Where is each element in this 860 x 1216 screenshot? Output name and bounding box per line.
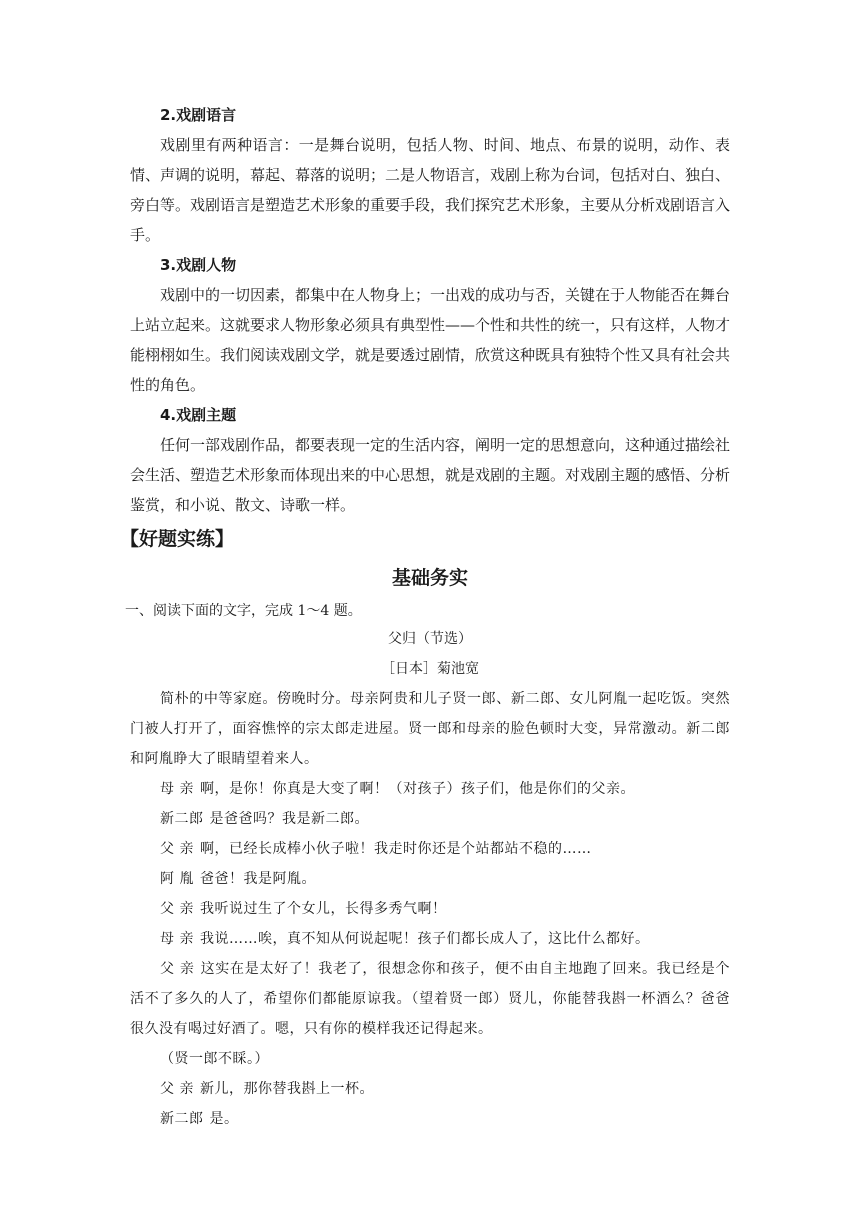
passage-intro: 简朴的中等家庭。傍晚时分。母亲阿贵和儿子贤一郎、新二郎、女儿阿胤一起吃饭。突然门被人打开了，面容憔悴的宗太郎走进屋。贤一郎和母亲的脸色顿时大变，异常激动。新二郎和阿胤睁大了眼睛望着来人。 xyxy=(130,691,730,767)
line-text: 是。 xyxy=(209,1111,239,1127)
dialogue-line xyxy=(130,894,730,924)
section-heading-drama-characters: 3.戏剧人物 xyxy=(160,256,237,274)
line-text: 是爸爸吗？我是新二郎。 xyxy=(209,811,369,827)
line-text: 啊，是你！你真是大变了啊！（对孩子）孩子们，他是你们的父亲。 xyxy=(199,781,635,797)
speaker-name: 父 亲 xyxy=(160,901,194,917)
line-text: 我说……唉，真不知从何说起呢！孩子们都长成人了，这比什么都好。 xyxy=(199,931,650,947)
practice-title: 【好题实练】 xyxy=(120,528,235,550)
line-text: 这实在是太好了！我老了，很想念你和孩子，便不由自主地跑了回来。我已经是个活不了多久的人了，希望你们都能原谅我。（望着贤一郎）贤儿，你能替我斟一杯酒么？爸爸很久没有喝过好酒了。嗯，只有你的模样我还记得起来。 xyxy=(130,961,731,1037)
line-text: 爸爸！我是阿胤。 xyxy=(199,871,316,887)
speaker-name: 父 亲 xyxy=(160,961,195,977)
dialogue-line xyxy=(130,774,730,804)
section-body-drama-characters: 戏剧中的一切因素，都集中在人物身上；一出戏的成功与否，关键在于人物能否在舞台上站立起来。这就要求人物形象必须具有典型性——个性和共性的统一，只有这样，人物才能栩栩如生。我们阅读戏剧文学，就是要透过剧情，欣赏这种既具有独特个性又具有社会共性的角色。 xyxy=(130,286,731,394)
speaker-name: 父 亲 xyxy=(160,841,194,857)
question-intro: 一、阅读下面的文字，完成 1～4 题。 xyxy=(125,603,362,619)
speaker-name: 新二郎 xyxy=(160,1111,204,1127)
section-heading-drama-theme: 4.戏剧主题 xyxy=(160,406,237,424)
dialogue-line xyxy=(130,834,730,864)
speaker-name: 阿 胤 xyxy=(160,871,194,887)
page-content xyxy=(120,100,731,1134)
speaker-name: 母 亲 xyxy=(160,931,194,947)
dialogue-line xyxy=(130,1074,730,1104)
speaker-name: 父 亲 xyxy=(160,1081,194,1097)
line-text: 我听说过生了个女儿，长得多秀气啊！ xyxy=(199,901,447,917)
section-body-drama-language: 戏剧里有两种语言：一是舞台说明，包括人物、时间、地点、布景的说明，动作、表情、声调的说明，幕起、幕落的说明；二是人物语言，戏剧上称为台词，包括对白、独白、旁白等。戏剧语言是塑造艺术形象的重要手段，我们探究艺术形象，主要从分析戏剧语言入手。 xyxy=(130,136,731,244)
dialogue-line xyxy=(130,924,730,954)
section-body-drama-theme: 任何一部戏剧作品，都要表现一定的生活内容，阐明一定的思想意向，这种通过描绘社会生活、塑造艺术形象而体现出来的中心思想，就是戏剧的主题。对戏剧主题的感悟、分析鉴赏，和小说、散文、诗歌一样。 xyxy=(130,436,731,514)
speaker-name: 新二郎 xyxy=(160,811,204,827)
section-heading-drama-language: 2.戏剧语言 xyxy=(160,106,237,124)
line-text: 新儿，那你替我斟上一杯。 xyxy=(199,1081,374,1097)
stage-direction: （贤一郎不睬。） xyxy=(160,1051,269,1067)
passage-title: 父归（节选） xyxy=(388,631,472,647)
dialogue-line xyxy=(130,804,730,834)
speaker-name: 母 亲 xyxy=(160,781,194,797)
dialogue-line xyxy=(130,864,730,894)
passage-author: ［日本］菊池宽 xyxy=(381,661,479,677)
dialogue-line xyxy=(130,1104,730,1134)
basics-title: 基础务实 xyxy=(391,567,468,589)
dialogue-line xyxy=(130,954,730,1044)
line-text: 啊，已经长成棒小伙子啦！我走时你还是个站都站不稳的…… xyxy=(199,841,592,857)
